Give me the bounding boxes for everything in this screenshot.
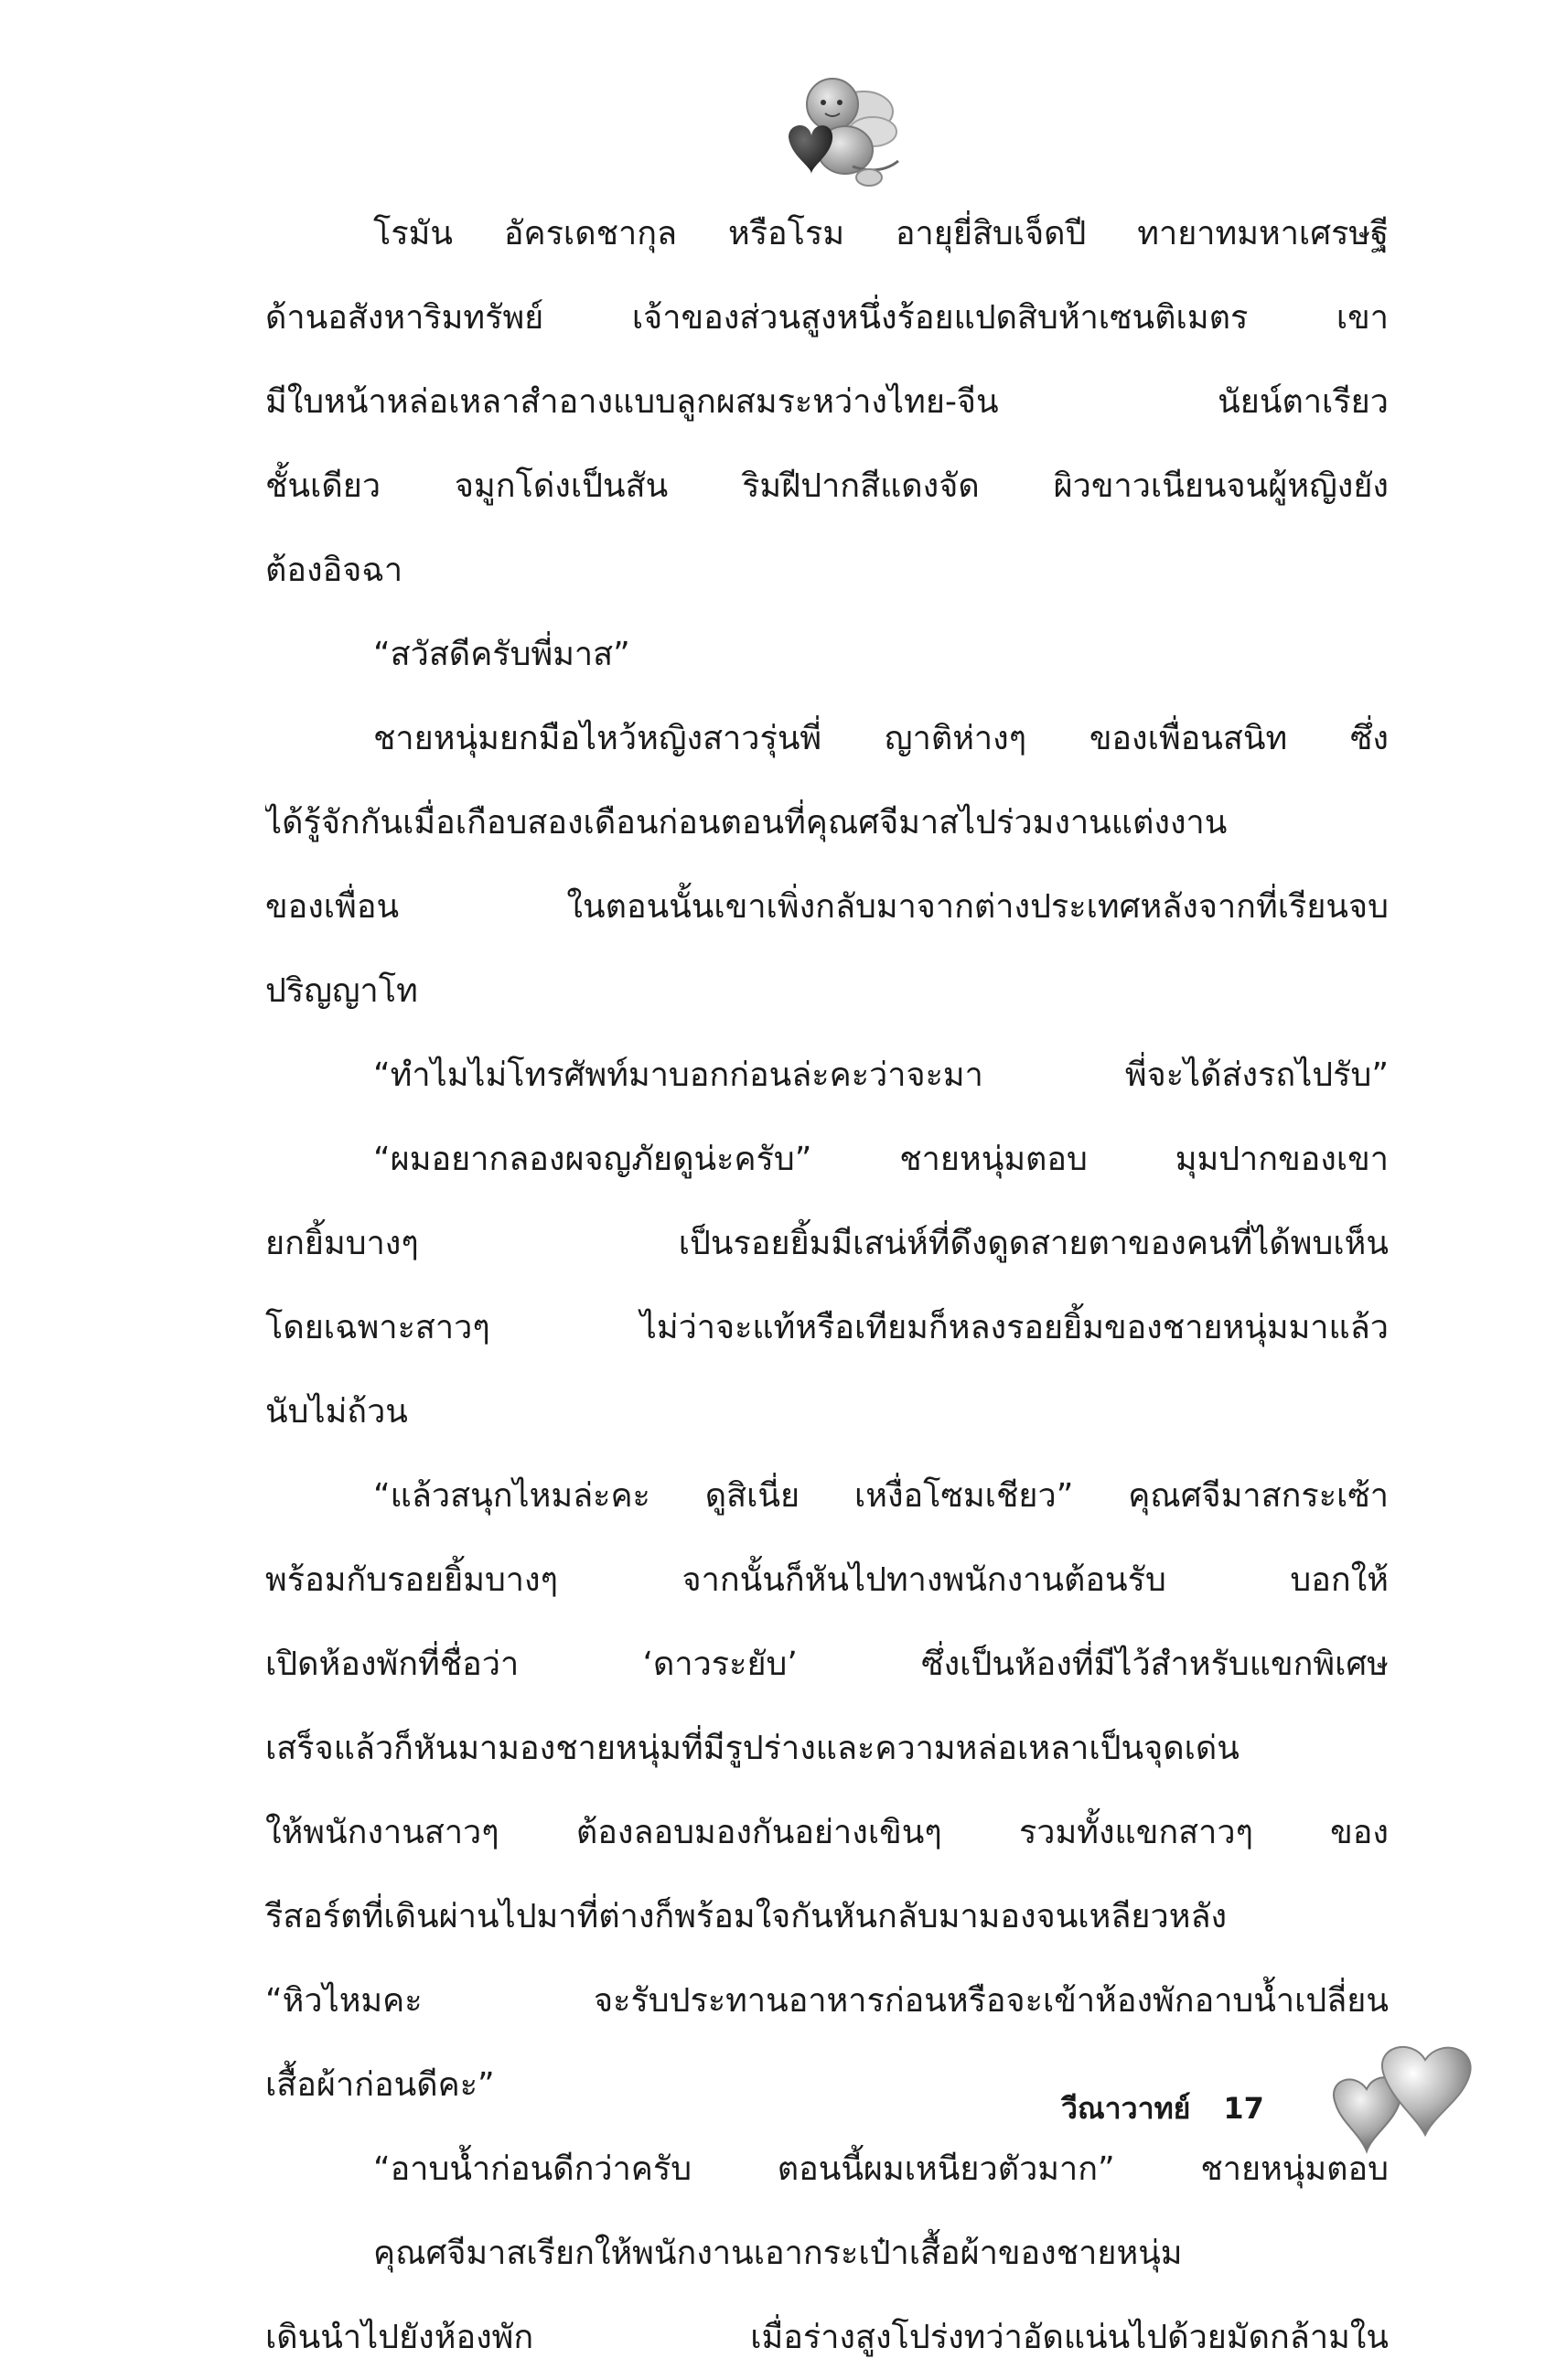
text-line: ด้านอสังหาริมทรัพย์ เจ้าของส่วนสูงหนึ่งร้อยแปดสิบห้าเซนติเมตร เขา (265, 299, 1389, 337)
text-line: “ผมอยากลองผจญภัยดูน่ะครับ” ชายหนุ่มตอบ มุมปากของเขา (373, 1141, 1389, 1178)
text-line: ยกยิ้มบางๆ เป็นรอยยิ้มมีเสน่ห์ที่ดึงดูดสายตาของคนที่ได้พบเห็น (265, 1225, 1389, 1262)
text-line: ปริญญาโท (265, 972, 418, 1010)
text-line: เสร็จแล้วก็หันมามองชายหนุ่มที่มีรูปร่างและความหล่อเหลาเป็นจุดเด่น (265, 1730, 1240, 1767)
text-line: ของเพื่อน ในตอนนั้นเขาเพิ่งกลับมาจากต่างประเทศหลังจากที่เรียนจบ (265, 888, 1389, 926)
text-line: “หิวไหมคะ จะรับประทานอาหารก่อนหรือจะเข้าห้องพักอาบน้ำเปลี่ยน (265, 1982, 1389, 2020)
text-line: นับไม่ถ้วน (265, 1393, 408, 1431)
text-line: ให้พนักงานสาวๆ ต้องลอบมองกันอย่างเขินๆ รวมทั้งแขกสาวๆ ของ (265, 1814, 1389, 1851)
text-line: รีสอร์ตที่เดินผ่านไปมาที่ต่างก็พร้อมใจกันหันกลับมามองจนเหลียวหลัง (265, 1898, 1228, 1935)
text-line: “สวัสดีครับพี่มาส” (373, 636, 630, 673)
cupid-icon (761, 66, 907, 194)
text-line: ได้รู้จักกันเมื่อเกือบสองเดือนก่อนตอนที่คุณศจีมาสไปร่วมงานแต่งงาน (265, 804, 1228, 842)
text-line: คุณศจีมาสเรียกให้พนักงานเอากระเป๋าเสื้อผ้าของชายหนุ่ม (373, 2235, 1183, 2272)
text-line: “แล้วสนุกไหมล่ะคะ ดูสิเนี่ย เหงื่อโซมเชียว” คุณศจีมาสกระเซ้า (373, 1477, 1389, 1515)
body-text (265, 192, 1389, 2380)
page-footer (1061, 2081, 1264, 2136)
text-line: เปิดห้องพักที่ชื่อว่า ‘ดาวระยับ’ ซึ่งเป็นห้องที่มีไว้สำหรับแขกพิเศษ (265, 1646, 1389, 1683)
book-title: วีณาวาทย์ (1061, 2091, 1191, 2126)
text-line: โดยเฉพาะสาวๆ ไม่ว่าจะแท้หรือเทียมก็หลงรอยยิ้มของชายหนุ่มมาแล้ว (265, 1309, 1389, 1346)
text-line: เสื้อผ้าก่อนดีคะ” (265, 2066, 495, 2104)
text-line: ชายหนุ่มยกมือไหว้หญิงสาวรุ่นพี่ ญาติห่างๆ ของเพื่อนสนิท ซึ่ง (373, 720, 1389, 757)
text-line: “ทำไมไม่โทรศัพท์มาบอกก่อนล่ะคะว่าจะมา พี่จะได้ส่งรถไปรับ” (373, 1056, 1389, 1094)
text-line: พร้อมกับรอยยิ้มบางๆ จากนั้นก็หันไปทางพนักงานต้อนรับ บอกให้ (265, 1561, 1389, 1599)
text-line: “อาบน้ำก่อนดีกว่าครับ ตอนนี้ผมเหนียวตัวมาก” ชายหนุ่มตอบ (373, 2150, 1389, 2188)
text-line: มีใบหน้าหล่อเหลาสำอางแบบลูกผสมระหว่างไทย-จีน นัยน์ตาเรียว (265, 383, 1389, 421)
hearts-icon (1317, 2032, 1491, 2179)
text-line: ชั้นเดียว จมูกโด่งเป็นสัน ริมฝีปากสีแดงจัด ผิวขาวเนียนจนผู้หญิงยัง (265, 467, 1389, 505)
page-number: 17 (1223, 2091, 1264, 2126)
text-line: ต้องอิจฉา (265, 552, 403, 589)
text-line: โรมัน อัครเดชากุล หรือโรม อายุยี่สิบเจ็ดปี ทายาทมหาเศรษฐี (373, 215, 1389, 252)
text-line: เดินนำไปยังห้องพัก เมื่อร่างสูงโปร่งทว่าอัดแน่นไปด้วยมัดกล้ามใน (265, 2319, 1389, 2356)
